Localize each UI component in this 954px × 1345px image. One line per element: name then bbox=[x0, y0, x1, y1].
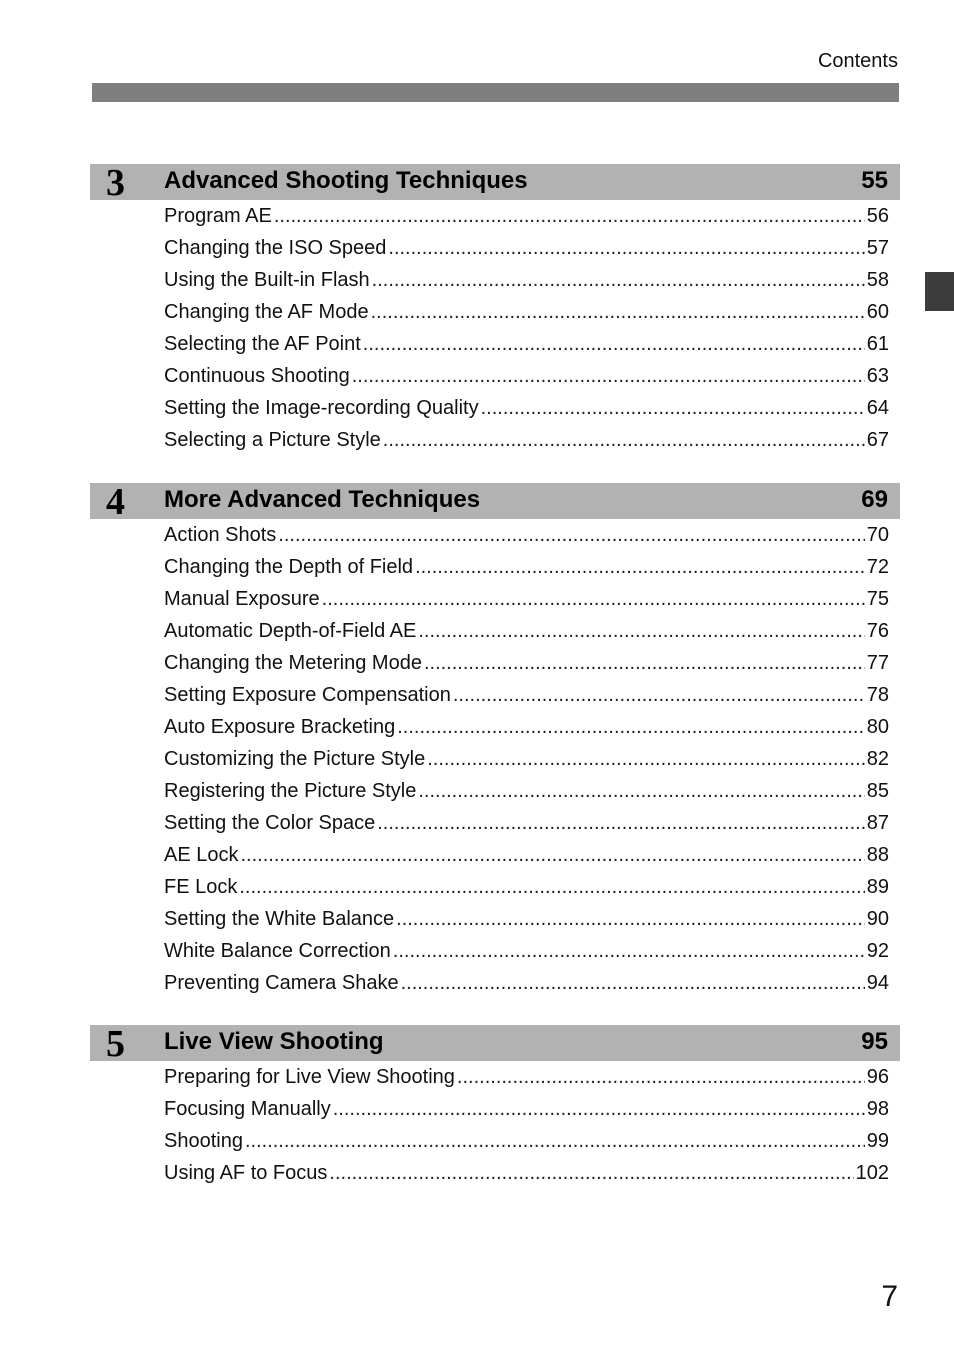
side-tab-marker bbox=[925, 272, 954, 311]
toc-entry-title: Using AF to Focus bbox=[164, 1162, 328, 1184]
dot-leader bbox=[274, 200, 865, 232]
dot-leader bbox=[278, 519, 864, 551]
dot-leader bbox=[322, 583, 865, 615]
toc-entry[interactable] bbox=[164, 200, 889, 232]
dot-leader bbox=[352, 360, 865, 392]
dot-leader bbox=[383, 424, 865, 456]
toc-entry-title: Setting Exposure Compensation bbox=[164, 684, 451, 706]
toc-entry[interactable] bbox=[164, 551, 889, 583]
toc-entry-title: White Balance Correction bbox=[164, 940, 391, 962]
toc-entry-title: Selecting a Picture Style bbox=[164, 429, 381, 451]
toc-entry[interactable] bbox=[164, 903, 889, 935]
dot-leader bbox=[377, 807, 865, 839]
toc-entry-title: Focusing Manually bbox=[164, 1098, 331, 1120]
chapter-number: 5 bbox=[106, 1023, 125, 1065]
toc-entry-page: 87 bbox=[866, 812, 889, 834]
toc-entry[interactable] bbox=[164, 1061, 889, 1093]
toc-entry[interactable] bbox=[164, 264, 889, 296]
toc-entry-page: 76 bbox=[866, 620, 889, 642]
toc-entry-title: Preventing Camera Shake bbox=[164, 972, 399, 994]
chapter-title: Live View Shooting bbox=[164, 1028, 384, 1055]
dot-leader bbox=[481, 392, 865, 424]
dot-leader bbox=[388, 232, 864, 264]
toc-entry-title: Setting the Image-recording Quality bbox=[164, 397, 479, 419]
chapter-5 bbox=[90, 1025, 900, 1189]
toc-entry-page: 63 bbox=[866, 365, 889, 387]
toc-entry-page: 94 bbox=[866, 972, 889, 994]
toc-entry-title: Changing the Depth of Field bbox=[164, 556, 414, 578]
toc-entry-title: Selecting the AF Point bbox=[164, 333, 361, 355]
toc-entry-page: 78 bbox=[866, 684, 889, 706]
chapter-page: 55 bbox=[861, 167, 888, 194]
toc-entry-title: Continuous Shooting bbox=[164, 365, 350, 387]
toc-entry[interactable] bbox=[164, 392, 889, 424]
toc-entry-page: 56 bbox=[866, 205, 889, 227]
chapter-4 bbox=[90, 483, 900, 999]
dot-leader bbox=[424, 647, 865, 679]
toc-entry[interactable] bbox=[164, 424, 889, 456]
dot-leader bbox=[415, 551, 865, 583]
toc-entry-title: FE Lock bbox=[164, 876, 238, 898]
chapter-page: 95 bbox=[861, 1028, 888, 1055]
chapter-page: 69 bbox=[861, 486, 888, 513]
toc-entry[interactable] bbox=[164, 807, 889, 839]
dot-leader bbox=[371, 296, 865, 328]
dot-leader bbox=[418, 775, 864, 807]
dot-leader bbox=[457, 1061, 865, 1093]
toc-entry-page: 96 bbox=[866, 1066, 889, 1088]
toc-entry-page: 72 bbox=[866, 556, 889, 578]
toc-entry-page: 57 bbox=[866, 237, 889, 259]
toc-entry-page: 75 bbox=[866, 588, 889, 610]
toc-entry-page: 60 bbox=[866, 301, 889, 323]
chapter-heading[interactable] bbox=[90, 1023, 900, 1065]
toc-list bbox=[90, 200, 900, 456]
toc-entry-page: 85 bbox=[866, 780, 889, 802]
toc-entry-page: 80 bbox=[866, 716, 889, 738]
toc-entry[interactable] bbox=[164, 360, 889, 392]
dot-leader bbox=[393, 935, 865, 967]
toc-entry-title: Changing the ISO Speed bbox=[164, 237, 387, 259]
toc-entry-page: 64 bbox=[866, 397, 889, 419]
toc-entry-page: 77 bbox=[866, 652, 889, 674]
toc-entry-title: Setting the White Balance bbox=[164, 908, 395, 930]
toc-entry[interactable] bbox=[164, 647, 889, 679]
toc-entry-page: 70 bbox=[866, 524, 889, 546]
toc-entry-title: Shooting bbox=[164, 1130, 243, 1152]
dot-leader bbox=[418, 615, 864, 647]
toc-entry[interactable] bbox=[164, 679, 889, 711]
dot-leader bbox=[333, 1093, 865, 1125]
toc-entry-page: 67 bbox=[866, 429, 889, 451]
toc-entry-page: 92 bbox=[866, 940, 889, 962]
toc-entry[interactable] bbox=[164, 839, 889, 871]
toc-entry[interactable] bbox=[164, 1125, 889, 1157]
header-label: Contents bbox=[817, 50, 898, 72]
dot-leader bbox=[397, 711, 865, 743]
toc-entry-page: 89 bbox=[866, 876, 889, 898]
toc-entry-title: AE Lock bbox=[164, 844, 239, 866]
toc-entry-page: 61 bbox=[866, 333, 889, 355]
dot-leader bbox=[427, 743, 865, 775]
toc-entry[interactable] bbox=[164, 296, 889, 328]
toc-entry-title: Using the Built-in Flash bbox=[164, 269, 370, 291]
toc-entry-title: Auto Exposure Bracketing bbox=[164, 716, 396, 738]
toc-entry-title: Preparing for Live View Shooting bbox=[164, 1066, 455, 1088]
toc-entry-page: 58 bbox=[866, 269, 889, 291]
toc-entry[interactable] bbox=[164, 743, 889, 775]
toc-list bbox=[90, 1061, 900, 1189]
toc-entry-page: 99 bbox=[866, 1130, 889, 1152]
toc-entry[interactable] bbox=[164, 711, 889, 743]
toc-list bbox=[90, 519, 900, 999]
toc-entry[interactable] bbox=[164, 935, 889, 967]
toc-entry[interactable] bbox=[164, 328, 889, 360]
toc-entry-page: 98 bbox=[866, 1098, 889, 1120]
dot-leader bbox=[363, 328, 865, 360]
dot-leader bbox=[396, 903, 865, 935]
chapter-number: 4 bbox=[106, 481, 125, 523]
toc-entry[interactable] bbox=[164, 232, 889, 264]
toc-entry-title: Program AE bbox=[164, 205, 272, 227]
toc-entry-page: 88 bbox=[866, 844, 889, 866]
toc-entry-page: 82 bbox=[866, 748, 889, 770]
toc-entry-page: 102 bbox=[855, 1162, 889, 1184]
toc-entry-title: Changing the AF Mode bbox=[164, 301, 369, 323]
toc-entry[interactable] bbox=[164, 615, 889, 647]
toc-entry[interactable] bbox=[164, 871, 889, 903]
chapter-title: More Advanced Techniques bbox=[164, 486, 481, 513]
dot-leader bbox=[240, 839, 864, 871]
dot-leader bbox=[453, 679, 865, 711]
toc-entry[interactable] bbox=[164, 583, 889, 615]
toc-entry-title: Manual Exposure bbox=[164, 588, 320, 610]
dot-leader bbox=[401, 967, 865, 999]
toc-entry[interactable] bbox=[164, 775, 889, 807]
toc-entry[interactable] bbox=[164, 519, 889, 551]
toc-entry-title: Setting the Color Space bbox=[164, 812, 376, 834]
toc-entry[interactable] bbox=[164, 1157, 889, 1189]
chapter-heading[interactable] bbox=[90, 162, 900, 204]
toc-entry-title: Registering the Picture Style bbox=[164, 780, 417, 802]
page-number: 7 bbox=[881, 1280, 898, 1313]
header-bar bbox=[92, 83, 899, 102]
toc-entry-title: Customizing the Picture Style bbox=[164, 748, 426, 770]
toc-entry-page: 90 bbox=[866, 908, 889, 930]
dot-leader bbox=[329, 1157, 853, 1189]
dot-leader bbox=[239, 871, 864, 903]
toc-entry[interactable] bbox=[164, 1093, 889, 1125]
toc-entry-title: Automatic Depth-of-Field AE bbox=[164, 620, 417, 642]
dot-leader bbox=[372, 264, 865, 296]
chapter-title: Advanced Shooting Techniques bbox=[164, 167, 528, 194]
chapter-3 bbox=[90, 164, 900, 456]
chapter-number: 3 bbox=[106, 162, 125, 204]
toc-entry-title: Changing the Metering Mode bbox=[164, 652, 422, 674]
chapter-heading[interactable] bbox=[90, 481, 900, 523]
dot-leader bbox=[245, 1125, 865, 1157]
toc-entry-title: Action Shots bbox=[164, 524, 277, 546]
toc-entry[interactable] bbox=[164, 967, 889, 999]
